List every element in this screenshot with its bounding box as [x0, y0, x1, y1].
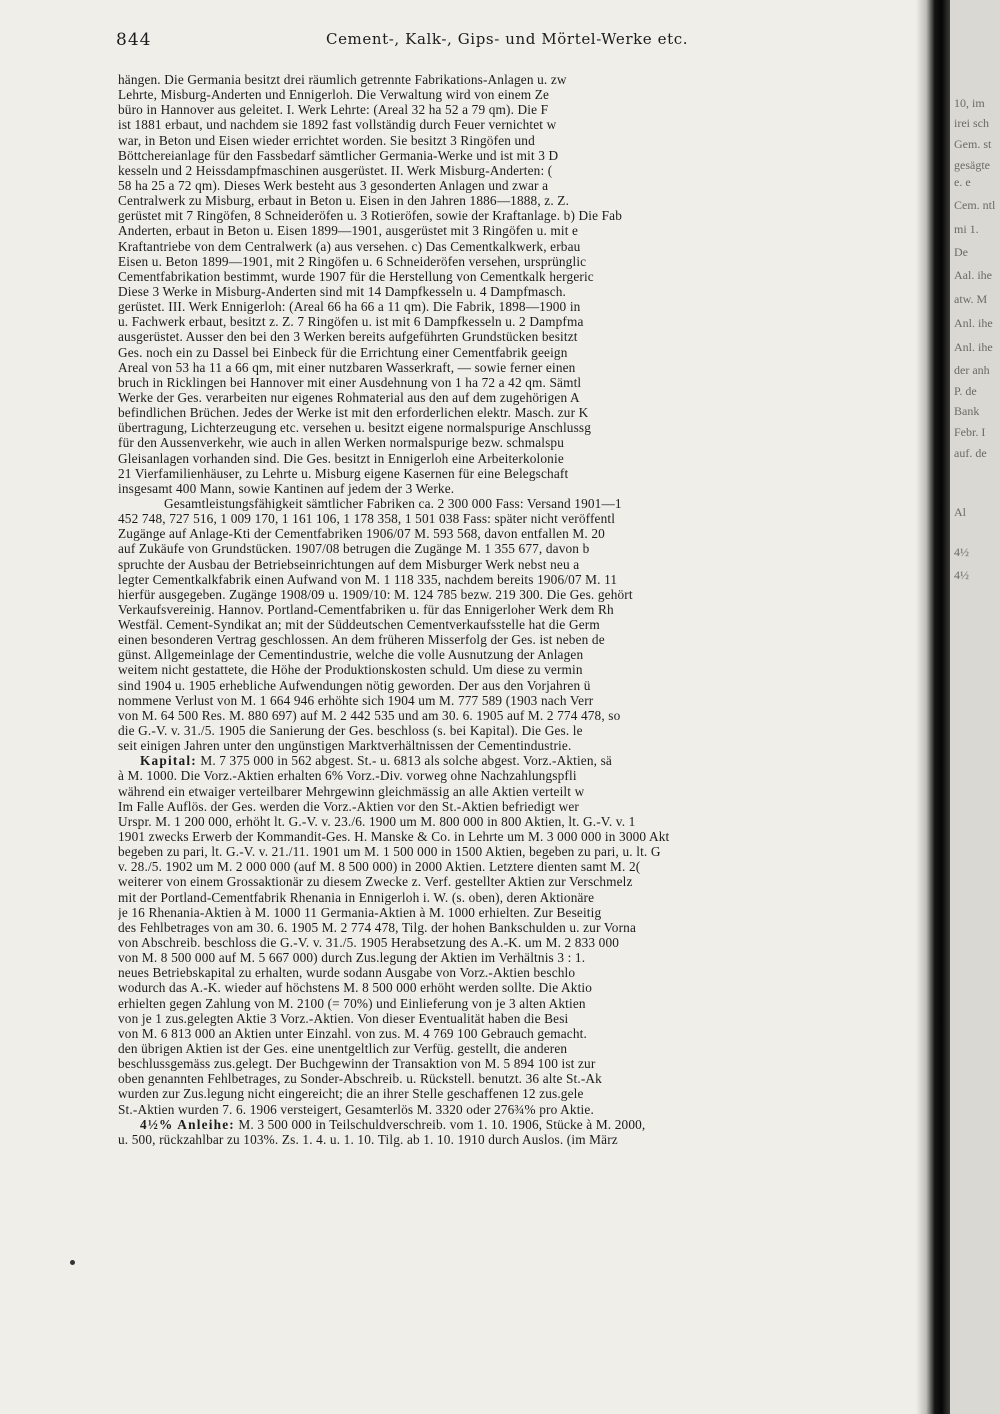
facing-page-fragment: irei sch — [954, 116, 989, 130]
book-gutter — [900, 0, 1000, 1414]
text-line: gerüstet. III. Werk Ennigerloh: (Areal 66 ha 66 a 11 qm). Die Fabrik, 1898—1900 in — [118, 299, 581, 315]
text-line: günst. Allgemeinlage der Cementindustrie, welche die volle Ausnutzung der Anlagen — [118, 647, 584, 663]
text-line: weitem nicht gestattete, die Höhe der Produktionskosten schuld. Um diese zu vermin — [118, 662, 583, 678]
text-line: einen besonderen Vertrag geschlossen. An dem früheren Misserfolg der Ges. ist neben de — [118, 632, 605, 648]
text-line: Böttchereianlage für den Fassbedarf sämtlicher Germania-Werke und ist mit 3 D — [118, 147, 559, 163]
text-line: St.-Aktien wurden 7. 6. 1906 versteigert, Gesamterlös M. 3320 oder 276¾% pro Aktie. — [118, 1101, 594, 1117]
text-line: weiterer von einem Grossaktionär zu diesem Zwecke z. Verf. gestellter Aktien zur Verschmelz — [118, 874, 633, 890]
text-line: ausgerüstet. Ausser den bei den 3 Werken bereits aufgeführten Grundstücken besitzt — [118, 329, 578, 345]
text-line: Areal von 53 ha 11 a 66 qm, mit einer nutzbaren Wasserkraft, — sowie ferner einen — [118, 359, 576, 375]
text-line: Im Falle Auflös. der Ges. werden die Vorz.-Aktien vor den St.-Aktien befriedigt wer — [118, 798, 579, 814]
facing-page-fragment: Febr. I — [954, 425, 986, 439]
text-line: seit einigen Jahren unter den ungünstigen Marktverhältnissen der Cementindustrie. — [118, 738, 572, 754]
facing-page-fragment: 4½ — [954, 545, 969, 559]
facing-page-fragment: Anl. ihe — [954, 340, 993, 354]
facing-page-fragment: P. de — [954, 384, 977, 398]
text-line: à M. 1000. Die Vorz.-Aktien erhalten 6% Vorz.-Div. vorweg ohne Nachzahlungspfli — [118, 768, 577, 784]
text-line: von M. 8 500 000 auf M. 5 667 000) durch Zus.legung der Aktien im Verhältnis 3 : 1. — [118, 950, 586, 966]
facing-page-fragment: Gem. st — [954, 137, 992, 151]
facing-page-fragment: auf. de — [954, 446, 987, 460]
text-line: die G.-V. v. 31./5. 1905 die Sanierung der Ges. beschloss (s. bei Kapital). Die Ges. le — [118, 723, 583, 739]
facing-page-fragment: 10, im — [954, 96, 985, 110]
text-line: u. Fachwerk erbaut, besitzt z. Z. 7 Ringöfen u. ist mit 6 Dampfkesseln u. 2 Dampfma — [118, 314, 584, 330]
text-line: Anderten, erbaut in Beton u. Eisen 1899—1901, ausgerüstet mit 3 Ringöfen u. mit e — [118, 223, 579, 239]
facing-page-fragment: mi 1. — [954, 222, 979, 236]
text-line: des Fehlbetrages von am 30. 6. 1905 M. 2 774 478, Tilg. der hohen Bankschulden u. zur Vorna — [118, 919, 637, 935]
text-line: sind 1904 u. 1905 erhebliche Aufwendungen nötig geworden. Der aus den Vorjahren ü — [118, 677, 591, 693]
text-line: Gleisanlagen vorhanden sind. Die Ges. besitzt in Ennigerloh eine Arbeiterkolonie — [118, 450, 564, 466]
text-line: Cementfabrikation bestimmt, wurde 1907 für die Herstellung von Cementkalk hergeric — [118, 268, 594, 284]
text-line: Lehrte, Misburg-Anderten und Ennigerloh. Die Verwaltung wird von einem Ze — [118, 87, 550, 103]
text-line: von M. 6 813 000 an Aktien unter Einzahl. von zus. M. 4 769 100 Gebrauch gemacht. — [118, 1025, 587, 1041]
facing-page-fragment: e. e — [954, 175, 971, 189]
text-line: 58 ha 25 a 72 qm). Dieses Werk besteht aus 3 gesonderten Anlagen und zwar a — [118, 177, 549, 193]
text-line: kesseln und 2 Heissdampfmaschinen ausgerüstet. II. Werk Misburg-Anderten: ( — [118, 162, 553, 178]
facing-page-fragment: 4½ — [954, 568, 969, 582]
text-line: Diese 3 Werke in Misburg-Anderten sind mit 14 Dampfkesseln u. 4 Dampfmasch. — [118, 283, 567, 299]
text-line: auf Zukäufe von Grundstücken. 1907/08 betrugen die Zugänge M. 1 355 677, davon b — [118, 541, 590, 557]
text-line: befindlichen Brüchen. Jedes der Werke ist mit den erforderlichen elektr. Masch. zur K — [118, 405, 589, 421]
facing-page-fragment: Anl. ihe — [954, 316, 993, 330]
text-line: erhielten gegen Zahlung von M. 2100 (= 70%) und Einlieferung von je 3 alten Aktien — [118, 995, 586, 1011]
text-line: während ein etwaiger verteilbarer Mehrgewinn gleichmässig an alle Aktien verteilt w — [118, 783, 585, 799]
text-line: Verkaufsvereinig. Hannov. Portland-Cementfabriken u. für das Ennigerloher Werk dem Rh — [118, 601, 614, 617]
facing-page-edge — [950, 0, 1000, 1414]
text-line: büro in Hannover aus geleitet. I. Werk Lehrte: (Areal 32 ha 52 a 79 qm). Die F — [118, 102, 549, 118]
text-line: begeben zu pari, lt. G.-V. v. 21./11. 1901 um M. 1 500 000 in 1500 Aktien, begeben zu pari, u. lt. G — [118, 844, 661, 860]
text-line: 1901 zwecks Erwerb der Kommandit-Ges. H. Manske & Co. in Lehrte um M. 3 000 000 in 3000 Akt — [118, 829, 670, 845]
text-line: wurden zur Zus.legung nicht eingereicht; die an ihrer Stelle geschaffenen 12 zus.gele — [118, 1086, 584, 1102]
page-header — [116, 30, 896, 52]
text-line: Centralwerk zu Misburg, erbaut in Beton u. Eisen in den Jahren 1886—1888, z. Z. — [118, 193, 570, 209]
running-head: Cement-, Kalk-, Gips- und Mörtel-Werke etc. — [326, 30, 689, 48]
text-line: hierfür ausgegeben. Zugänge 1908/09 u. 1909/10: M. 124 785 bezw. 219 300. Die Ges. gehört — [118, 586, 633, 602]
text-line: oben genannten Fehlbetrages, zu Sonder-Abschreib. u. Rückstell. benutzt. 36 alte St.-Ak — [118, 1071, 602, 1087]
gutter-shadow — [916, 0, 950, 1414]
text-line: war, in Beton und Eisen wieder errichtet worden. Sie besitzt 3 Ringöfen und — [118, 132, 535, 148]
text-line: Eisen u. Beton 1899—1901, mit 2 Ringöfen u. 6 Schneideröfen versehen, ursprünglic — [118, 253, 587, 269]
text-line: Kapital: M. 7 375 000 in 562 abgest. St.- u. 6813 als solche abgest. Vorz.-Aktien, sä — [140, 753, 612, 769]
facing-page-fragment: gesägte — [954, 158, 990, 172]
text-line: u. 500, rückzahlbar zu 103%. Zs. 1. 4. u. 1. 10. Tilg. ab 1. 10. 1910 durch Auslos. (im März — [118, 1131, 618, 1147]
section-keyword: Kapital: — [140, 753, 197, 769]
text-line: nommene Verlust von M. 1 664 946 erhöhte sich 1904 um M. 777 589 (1903 nach Verr — [118, 692, 594, 708]
text-line: Westfäl. Cement-Syndikat an; mit der Süddeutschen Cementverkaufsstelle hat die Germ — [118, 617, 600, 633]
text-line: Urspr. M. 1 200 000, erhöht lt. G.-V. v. 23./6. 1900 um M. 800 000 in 800 Aktien, lt. G.-V. v. 1 — [118, 813, 636, 829]
text-line: von je 1 zus.gelegten Aktie 3 Vorz.-Aktien. Von dieser Eventualität haben die Besi — [118, 1010, 569, 1026]
text-line: Kraftantriebe von dem Centralwerk (a) aus versehen. c) Das Cementkalkwerk, erbau — [118, 238, 581, 254]
body-text — [118, 72, 896, 1147]
text-line: 21 Vierfamilienhäuser, zu Lehrte u. Misburg eigene Kasernen für eine Belegschaft — [118, 465, 569, 481]
text-line: für den Aussenverkehr, wie auch in allen Werken normalspurige bezw. schmalspu — [118, 435, 565, 451]
ink-spot — [70, 1260, 75, 1265]
text-line: den übrigen Aktien ist der Ges. eine unentgeltlich zur Verfüg. gestellt, die anderen — [118, 1041, 568, 1056]
text-line: 4½% Anleihe: M. 3 500 000 in Teilschuldverschreib. vom 1. 10. 1906, Stücke à M. 2000, — [140, 1116, 646, 1132]
text-line: gerüstet mit 7 Ringöfen, 8 Schneideröfen u. 3 Rotieröfen, sowie der Kraftanlage. b) Die Fab — [118, 208, 623, 224]
facing-page-fragment: atw. M — [954, 292, 988, 306]
text-line: bruch in Ricklingen bei Hannover mit einer Ausdehnung von 1 ha 72 a 42 qm. Sämtl — [118, 374, 582, 390]
text-line: 452 748, 727 516, 1 009 170, 1 161 106, 1 178 358, 1 501 038 Fass: später nicht veröffentl — [118, 511, 616, 527]
text-line: v. 28./5. 1902 um M. 2 000 000 (auf M. 8 500 000) in 2000 Aktien. Letztere dienten samt M. 2( — [118, 859, 641, 875]
facing-page-fragment: der anh — [954, 363, 990, 377]
text-line: hängen. Die Germania besitzt drei räumlich getrennte Fabrikations-Anlagen u. zw — [118, 72, 567, 87]
text-line: von Abschreib. beschloss die G.-V. v. 31./5. 1905 Herabsetzung des A.-K. um M. 2 833 000 — [118, 935, 620, 951]
facing-page-fragment: Cem. ntl — [954, 198, 996, 212]
text-line: Werke der Ges. verarbeiten nur eigenes Rohmaterial aus den auf dem zugehörigen A — [118, 389, 580, 405]
text-line: Gesamtleistungsfähigkeit sämtlicher Fabriken ca. 2 300 000 Fass: Versand 1901—1 — [164, 495, 622, 511]
text-line: Zugänge auf Anlage-Kti der Cementfabriken 1906/07 M. 593 568, davon entfallen M. 20 — [118, 526, 605, 542]
text-line: beschlussgemäss zus.gelegt. Der Buchgewinn der Transaktion von M. 5 894 100 ist zur — [118, 1056, 596, 1072]
text-line: mit der Portland-Cementfabrik Rhenania in Ennigerloh i. W. (s. oben), deren Aktionäre — [118, 889, 595, 905]
text-line: von M. 64 500 Res. M. 880 697) auf M. 2 442 535 und am 30. 6. 1905 auf M. 2 774 478, so — [118, 707, 621, 723]
section-keyword: 4½% Anleihe: — [140, 1116, 235, 1132]
text-line: spruchte der Ausbau der Betriebseinrichtungen auf dem Misburger Werk nebst neu a — [118, 556, 580, 572]
page-number: 844 — [116, 30, 152, 50]
text-line: legter Cementkalkfabrik einen Aufwand von M. 1 118 335, nachdem bereits 1906/07 M. 11 — [118, 571, 618, 587]
text-line: insgesamt 400 Mann, sowie Kantinen auf jedem der 3 Werke. — [118, 480, 455, 496]
text-line: übertragung, Lichterzeugung etc. versehen u. besitzt eigene normalspurige Anschlussg — [118, 420, 592, 436]
text-line: Ges. noch ein zu Dassel bei Einbeck für die Errichtung einer Cementfabrik geeign — [118, 344, 568, 360]
text-line: neues Betriebskapital zu erhalten, wurde sodann Ausgabe von Vorz.-Aktien beschlo — [118, 965, 576, 981]
facing-page-fragment: Bank — [954, 404, 980, 418]
text-line: ist 1881 erbaut, und nachdem sie 1892 fast vollständig durch Feuer vernichtet w — [118, 117, 557, 133]
text-line: wodurch das A.-K. wieder auf höchstens M. 8 500 000 erhöht werden sollte. Die Aktio — [118, 980, 593, 996]
facing-page-fragment: Al — [954, 505, 966, 519]
facing-page-fragment: Aal. ihe — [954, 268, 992, 282]
text-line: je 16 Rhenania-Aktien à M. 1000 11 Germania-Aktien à M. 1000 erhielten. Zur Beseitig — [118, 904, 602, 920]
facing-page-fragment: De — [954, 245, 968, 259]
